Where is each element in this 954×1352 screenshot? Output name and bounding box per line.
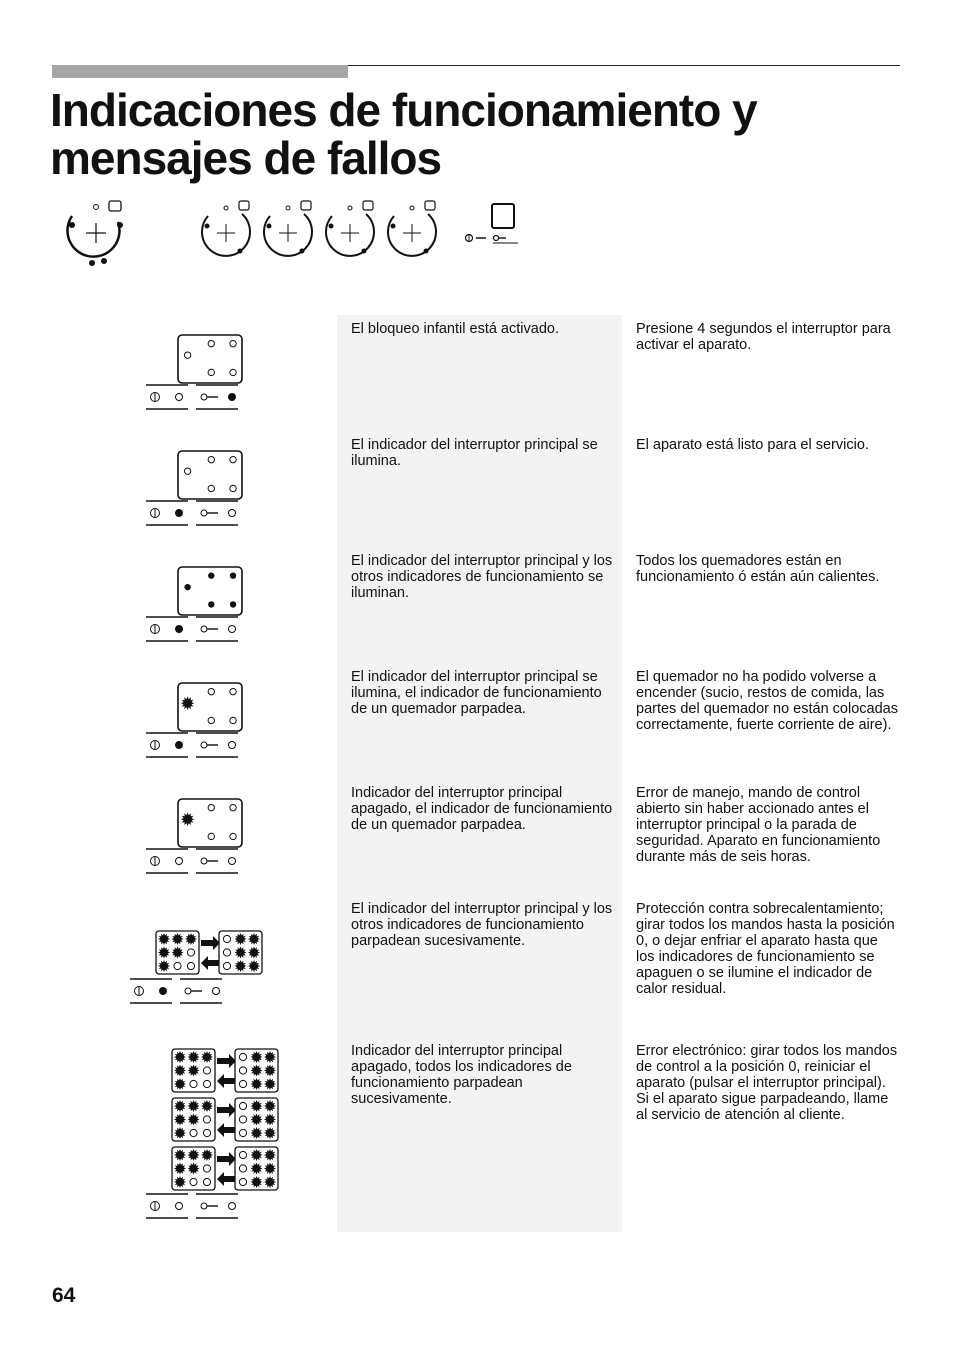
lock-led-off xyxy=(229,626,236,633)
main-switch-panel xyxy=(466,204,519,243)
indicator-off xyxy=(203,1067,210,1074)
indicator-off xyxy=(203,1165,210,1172)
indicator-off xyxy=(239,1067,246,1074)
indicator-on xyxy=(208,601,214,607)
key-lock-icon xyxy=(201,394,218,400)
indicator-off xyxy=(208,369,214,375)
key-lock-icon xyxy=(185,988,202,994)
indicator-off xyxy=(239,1080,246,1087)
main-led-on xyxy=(176,742,183,749)
burner-knob-icon xyxy=(264,201,312,256)
blink-sequence-figure xyxy=(52,1037,337,1222)
indicator-off xyxy=(190,1178,197,1185)
indicator-off xyxy=(239,1165,246,1172)
indicator-on xyxy=(230,601,236,607)
indicator-figure xyxy=(52,547,337,657)
indicator-off xyxy=(239,1116,246,1123)
indicator-off xyxy=(239,1151,246,1158)
row-description: El bloqueo infantil está activado. xyxy=(351,321,559,337)
lock-led-on xyxy=(229,394,236,401)
status-table xyxy=(52,315,900,1232)
indicator-off xyxy=(203,1178,210,1185)
arrow-icon xyxy=(217,1103,236,1137)
row-action: El aparato está listo para el servicio. xyxy=(636,437,869,453)
main-led-off xyxy=(176,858,183,865)
control-panel-illustration xyxy=(60,196,520,276)
indicator-off xyxy=(230,804,236,810)
page-number: 64 xyxy=(52,1284,76,1307)
lock-led-off xyxy=(229,510,236,517)
lock-led-off xyxy=(229,858,236,865)
indicator-off xyxy=(203,1080,210,1087)
key-lock-icon xyxy=(201,510,218,516)
indicator-off xyxy=(230,688,236,694)
row-description: El indicador del interruptor principal y los otros indicadores de funcionamiento se iluminan. xyxy=(351,553,613,601)
row-description: Indicador del interruptor principal apagado, el indicador de funcionamiento de un quemador parpadea. xyxy=(351,785,613,833)
indicator-off xyxy=(239,1178,246,1185)
indicator-off xyxy=(230,717,236,723)
row-description: El indicador del interruptor principal se ilumina, el indicador de funcionamiento de un quemador parpadea. xyxy=(351,669,602,717)
indicator-off xyxy=(239,1053,246,1060)
indicator-figure xyxy=(52,663,337,773)
indicator-off xyxy=(223,949,230,956)
burner-knob-icon xyxy=(388,201,436,256)
power-switch-icon xyxy=(151,392,160,402)
main-led-off xyxy=(176,394,183,401)
indicator-off xyxy=(203,1129,210,1136)
indicator-off xyxy=(203,1116,210,1123)
indicator-off xyxy=(174,962,181,969)
row-action: Todos los quemadores están en funcionamiento ó están aún calientes. xyxy=(636,553,880,585)
indicator-on xyxy=(184,584,190,590)
arrow-icon xyxy=(217,1054,236,1088)
indicator-figure xyxy=(52,315,337,425)
main-led-on xyxy=(176,510,183,517)
row-description: El indicador del interruptor principal y los otros indicadores de funcionamiento parpadean sucesivamente. xyxy=(351,901,613,949)
indicator-off xyxy=(187,962,194,969)
indicator-off xyxy=(230,833,236,839)
lock-led-off xyxy=(213,988,220,995)
indicator-off xyxy=(223,935,230,942)
indicator-off xyxy=(184,468,190,474)
indicator-off xyxy=(208,340,214,346)
indicator-off xyxy=(208,717,214,723)
indicator-off xyxy=(208,688,214,694)
power-switch-icon xyxy=(151,1201,160,1211)
main-led-off xyxy=(176,1203,183,1210)
arrow-icon xyxy=(217,1152,236,1186)
indicator-off xyxy=(208,456,214,462)
main-knob-icon xyxy=(67,201,123,266)
indicator-on xyxy=(208,572,214,578)
section-header-bar xyxy=(52,65,900,78)
row-action: Error de manejo, mando de control abierto sin haber accionado antes el interruptor principal o la parada de seguridad. Aparato en funcionamiento durante más de seis horas. xyxy=(636,785,881,865)
main-led-on xyxy=(176,626,183,633)
indicator-off xyxy=(208,485,214,491)
indicator-figure xyxy=(52,779,337,889)
burner-knob-icon xyxy=(326,201,374,256)
power-switch-icon xyxy=(135,986,144,996)
main-led-on xyxy=(160,988,167,995)
key-lock-icon xyxy=(201,742,218,748)
arrow-icon xyxy=(201,936,220,970)
indicator-off xyxy=(184,352,190,358)
indicator-on xyxy=(230,572,236,578)
key-lock-icon xyxy=(201,626,218,632)
indicator-off xyxy=(230,456,236,462)
key-lock-icon xyxy=(201,858,218,864)
indicator-off xyxy=(208,804,214,810)
row-action: El quemador no ha podido volverse a encender (sucio, restos de comida, las partes del quemador no están colocadas correctamente, fuerte corriente de aire). xyxy=(636,669,898,733)
key-lock-icon xyxy=(201,1203,218,1209)
burner-knob-icon xyxy=(202,201,250,256)
row-action: Protección contra sobrecalentamiento; girar todos los mandos hasta la posición 0, o dejar enfriar el aparato hasta que los indicadores de funcionamiento se apaguen o se ilumine el indicador de calor residual. xyxy=(636,901,895,997)
power-switch-icon xyxy=(151,624,160,634)
indicator-off xyxy=(239,1102,246,1109)
power-switch-icon xyxy=(151,508,160,518)
row-action: Error electrónico: girar todos los mandos de control a la posición 0, reiniciar el aparato (pulsar el interruptor principal). Si el aparato sigue parpadeando, llame al servicio de atención al cliente. xyxy=(636,1043,898,1123)
indicator-off xyxy=(239,1129,246,1136)
indicator-off xyxy=(230,369,236,375)
indicator-off xyxy=(230,340,236,346)
indicator-off xyxy=(190,1129,197,1136)
indicator-off xyxy=(190,1080,197,1087)
power-switch-icon xyxy=(151,740,160,750)
indicator-off xyxy=(187,949,194,956)
blink-sequence-figure xyxy=(52,895,337,1005)
indicator-off xyxy=(230,485,236,491)
indicator-figure xyxy=(52,431,337,541)
indicator-off xyxy=(208,833,214,839)
row-description: Indicador del interruptor principal apagado, todos los indicadores de funcionamiento parpadean sucesivamente. xyxy=(351,1043,572,1107)
page-title: Indicaciones de funcionamiento y mensajes de fallos xyxy=(50,84,757,184)
lock-led-off xyxy=(229,1203,236,1210)
row-description: El indicador del interruptor principal se ilumina. xyxy=(351,437,598,469)
row-action: Presione 4 segundos el interruptor para activar el aparato. xyxy=(636,321,891,353)
indicator-off xyxy=(223,962,230,969)
power-switch-icon xyxy=(151,856,160,866)
header-block xyxy=(52,65,348,78)
lock-led-off xyxy=(229,742,236,749)
